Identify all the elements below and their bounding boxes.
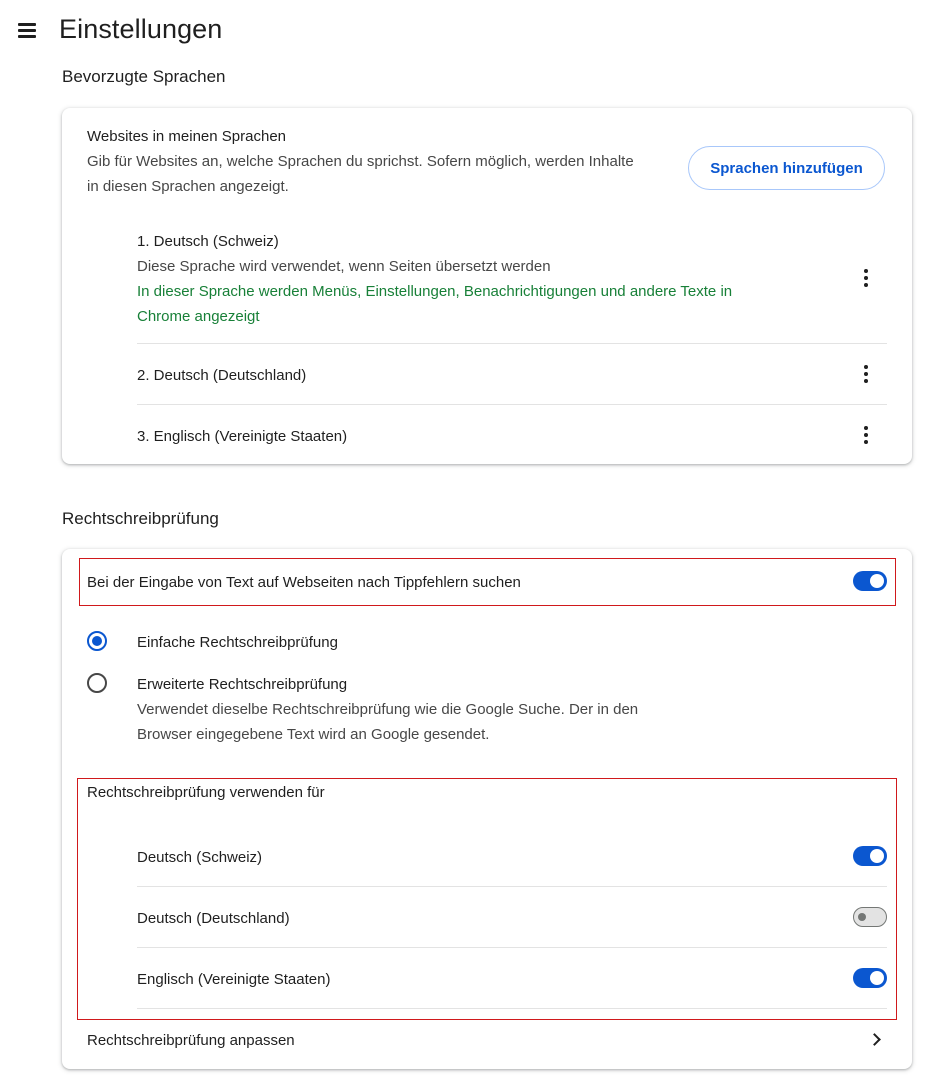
- language-item-1-subtitle: Diese Sprache wird verwendet, wenn Seiten übersetzt werden: [137, 258, 551, 275]
- hamburger-menu-icon[interactable]: [16, 20, 40, 42]
- divider: [137, 886, 887, 887]
- spellcheck-language-label: Deutsch (Schweiz): [137, 849, 263, 866]
- spellcheck-main-toggle-label: Bei der Eingabe von Text auf Webseiten nach Tippfehlern suchen: [87, 574, 521, 591]
- languages-card-desc-line2: in diesen Sprachen angezeigt.: [87, 178, 289, 195]
- spellcheck-language-label: Deutsch (Deutschland): [137, 910, 290, 927]
- page-header: [0, 0, 942, 62]
- language-item-1-note-line2: Chrome angezeigt: [137, 308, 260, 325]
- language-item-2-label: 2. Deutsch (Deutschland): [137, 367, 307, 384]
- language-item-1-note-line1: In dieser Sprache werden Menüs, Einstellungen, Benachrichtigungen und andere Texte in: [137, 283, 733, 300]
- page-title: Einstellungen: [59, 14, 223, 44]
- section-title-spellcheck: Rechtschreibprüfung: [62, 509, 219, 528]
- spellcheck-card: [62, 549, 912, 1069]
- spellcheck-use-for-title: Rechtschreibprüfung verwenden für: [87, 784, 325, 801]
- languages-card-desc-line1: Gib für Websites an, welche Sprachen du sprichst. Sofern möglich, werden Inhalte: [87, 153, 634, 170]
- more-vert-icon[interactable]: [854, 423, 878, 447]
- radio-enhanced-spellcheck-label: Erweiterte Rechtschreibprüfung: [137, 676, 348, 693]
- add-languages-button[interactable]: Sprachen hinzufügen: [688, 146, 885, 190]
- spellcheck-language-toggle[interactable]: [853, 907, 887, 927]
- languages-card-title: Websites in meinen Sprachen: [87, 128, 286, 145]
- radio-basic-spellcheck[interactable]: [87, 631, 107, 651]
- divider: [137, 343, 887, 344]
- spellcheck-language-toggle[interactable]: [853, 846, 887, 866]
- spellcheck-language-label: Englisch (Vereinigte Staaten): [137, 971, 331, 988]
- language-item-3-label: 3. Englisch (Vereinigte Staaten): [137, 428, 348, 445]
- radio-enhanced-spellcheck-desc-line1: Verwendet dieselbe Rechtschreibprüfung wie die Google Suche. Der in den: [137, 701, 639, 718]
- divider: [137, 404, 887, 405]
- spellcheck-main-toggle[interactable]: [853, 571, 887, 591]
- divider: [137, 1008, 887, 1009]
- radio-enhanced-spellcheck-desc-line2: Browser eingegebene Text wird an Google gesendet.: [137, 726, 490, 743]
- section-title-languages: Bevorzugte Sprachen: [62, 67, 226, 86]
- spellcheck-language-toggle[interactable]: [853, 968, 887, 988]
- languages-card: [62, 108, 912, 464]
- radio-basic-spellcheck-label: Einfache Rechtschreibprüfung: [137, 634, 338, 651]
- radio-enhanced-spellcheck[interactable]: [87, 673, 107, 693]
- language-item-1-label: 1. Deutsch (Schweiz): [137, 233, 279, 250]
- more-vert-icon[interactable]: [854, 362, 878, 386]
- chevron-right-icon[interactable]: [866, 1030, 886, 1050]
- divider: [137, 947, 887, 948]
- spellcheck-customize-label[interactable]: Rechtschreibprüfung anpassen: [87, 1032, 295, 1049]
- more-vert-icon[interactable]: [854, 266, 878, 290]
